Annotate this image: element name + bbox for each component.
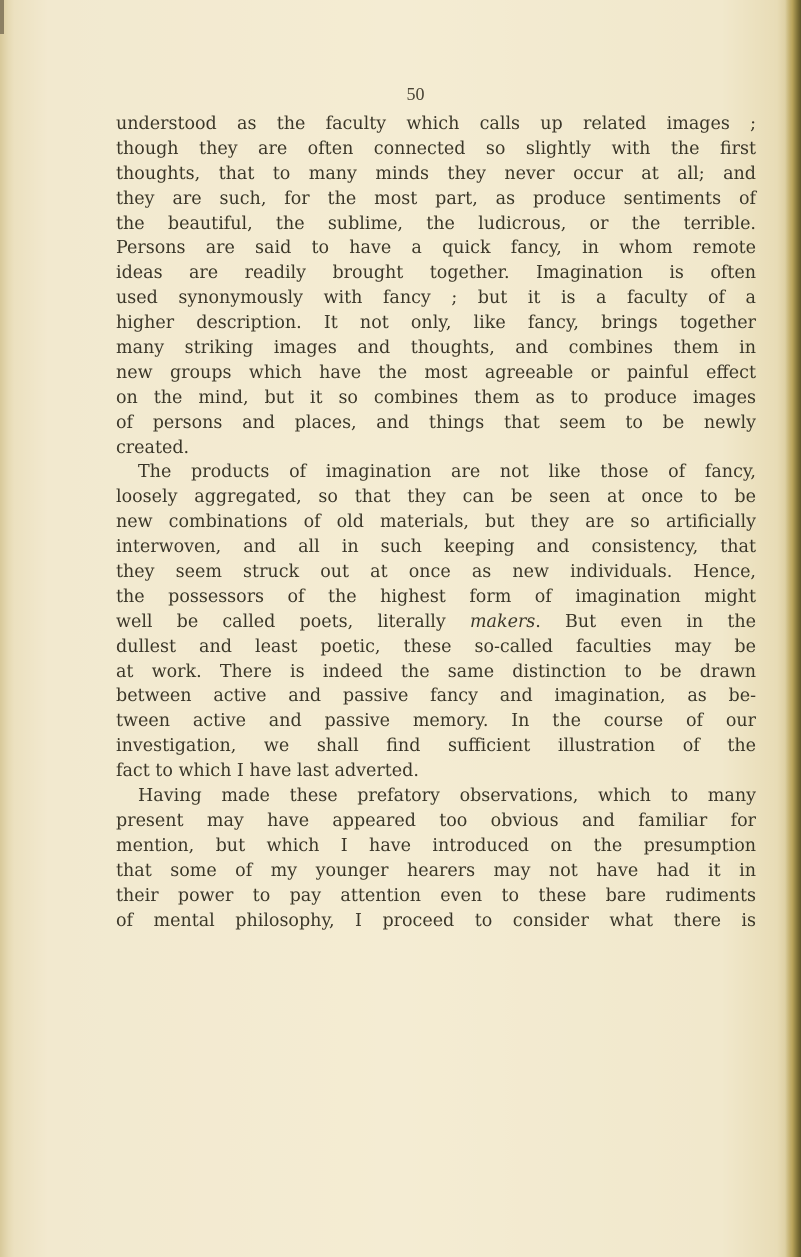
text-line: thoughts, that to many minds they never occur at all; and bbox=[116, 163, 756, 184]
text-line: mention, but which I have introduced on the presumption bbox=[116, 835, 756, 856]
text-line: of mental philosophy, I proceed to consider what there is bbox=[116, 910, 756, 931]
text-line: The products of imagination are not like those of fancy, bbox=[138, 462, 756, 483]
text-line: at work. There is indeed the same distinction to be drawn bbox=[116, 661, 756, 682]
text-line: created. bbox=[116, 437, 190, 458]
text-line: present may have appeared too obvious and familiar for bbox=[116, 810, 756, 831]
text-line: though they are often connected so slightly with the first bbox=[116, 138, 756, 159]
page-number: 50 bbox=[406, 84, 425, 104]
text-line: loosely aggregated, so that they can be seen at once to be bbox=[116, 487, 756, 508]
text-line: the possessors of the highest form of imagination might bbox=[116, 586, 756, 607]
text-line: new combinations of old materials, but they are so artificially bbox=[116, 512, 756, 533]
text-line: new groups which have the most agreeable or painful effect bbox=[116, 362, 756, 383]
page-left-edge bbox=[0, 0, 14, 1257]
binding-mark bbox=[0, 0, 4, 34]
text-line: well be called poets, literally makers. But even in the bbox=[116, 611, 757, 632]
text-line: understood as the faculty which calls up related images ; bbox=[116, 114, 756, 134]
text-line: they seem struck out at once as new individuals. Hence, bbox=[116, 562, 756, 583]
text-line: investigation, we shall find sufficient illustration of the bbox=[116, 736, 756, 757]
text-line: the beautiful, the sublime, the ludicrous, or the terrible. bbox=[116, 213, 756, 234]
text-line: of persons and places, and things that seem to be newly bbox=[116, 412, 756, 433]
text-line: their power to pay attention even to these bare rudiments bbox=[116, 885, 756, 906]
text-line: many striking images and thoughts, and combines them in bbox=[116, 338, 756, 359]
text-line: interwoven, and all in such keeping and consistency, that bbox=[116, 537, 756, 558]
text-line: on the mind, but it so combines them as to produce images bbox=[116, 387, 756, 408]
text-line: used synonymously with fancy ; but it is a faculty of a bbox=[116, 288, 756, 309]
text-line: between active and passive fancy and imagination, as be- bbox=[116, 686, 756, 707]
text-line: ideas are readily brought together. Imagination is often bbox=[116, 263, 756, 284]
body-text bbox=[116, 112, 756, 933]
text-line: dullest and least poetic, these so-called faculties may be bbox=[116, 636, 756, 657]
text-line: Having made these prefatory observations, which to many bbox=[138, 786, 756, 807]
text-line: Persons are said to have a quick fancy, in whom remote bbox=[116, 238, 756, 259]
text-line: that some of my younger hearers may not have had it in bbox=[116, 860, 756, 881]
page-right-edge-shadow bbox=[785, 0, 801, 1257]
text-line: tween active and passive memory. In the course of our bbox=[116, 711, 756, 732]
text-line: fact to which I have last adverted. bbox=[116, 761, 419, 782]
text-line: higher description. It not only, like fancy, brings together bbox=[116, 313, 756, 334]
text-line: they are such, for the most part, as produce sentiments of bbox=[116, 188, 756, 209]
